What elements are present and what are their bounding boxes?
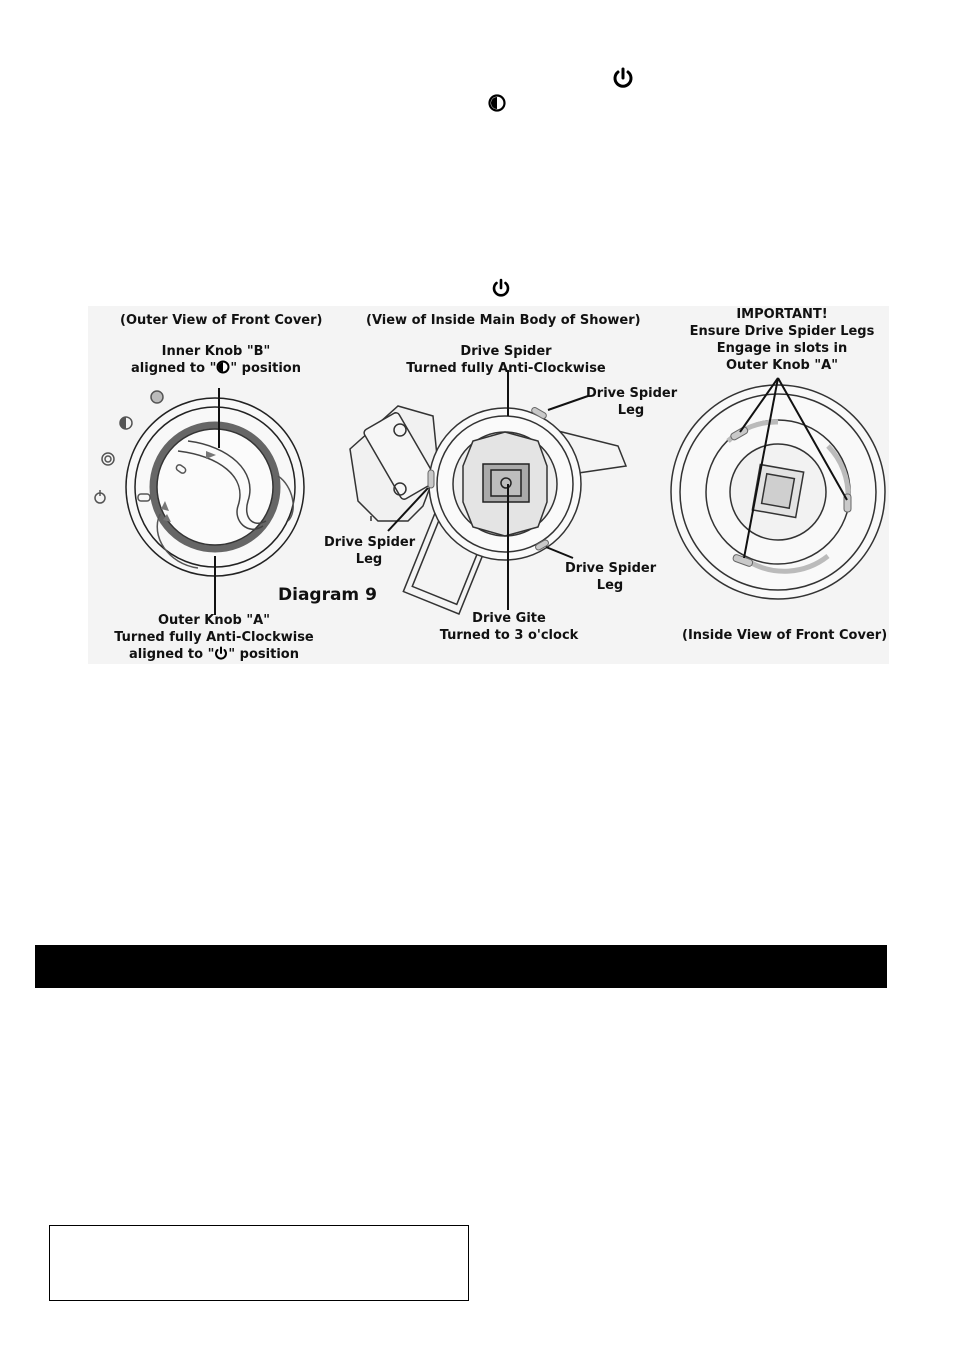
front-cover-inside-view: [671, 385, 885, 599]
inner-knob-label: [128, 343, 304, 377]
heading-inside-body: (View of Inside Main Body of Shower): [366, 313, 641, 328]
drive-gite-label: [428, 610, 590, 644]
diagram-title: Diagram 9: [278, 585, 377, 605]
outer-knob-line-1: Outer Knob "A": [158, 613, 270, 628]
front-cover-outer-view: [95, 391, 304, 576]
section-header-bar: [35, 945, 887, 988]
important-line-1: Ensure Drive Spider Legs: [689, 324, 875, 339]
heading-outer-view: (Outer View of Front Cover): [120, 313, 323, 328]
power-icon: [491, 278, 511, 298]
inside-view-caption: (Inside View of Front Cover): [682, 628, 888, 643]
note-box: [49, 1225, 469, 1301]
outer-knob-line-3: aligned to " " position: [129, 647, 299, 662]
inner-knob-line-1: Inner Knob "B": [161, 344, 271, 359]
diagram-9-figure: [88, 306, 889, 664]
drive-spider-line-1: Drive Spider: [460, 344, 552, 359]
important-line-2: Engage in slots in: [716, 341, 848, 356]
spider-leg-label-left: Drive Spider Leg: [324, 535, 416, 567]
spider-leg-label-bottom: Drive Spider Leg: [565, 561, 657, 593]
drive-spider-line-2: Turned fully Anti-Clockwise: [406, 361, 606, 376]
power-icon: [214, 646, 228, 660]
important-title: IMPORTANT!: [736, 307, 828, 322]
half-circle-icon: [216, 360, 230, 374]
inner-knob-line-2: aligned to " " position: [131, 361, 301, 376]
power-icon: [612, 67, 634, 89]
half-circle-icon: [487, 93, 507, 113]
drive-spider-label: [406, 343, 606, 377]
spider-leg-label-top: Drive Spider Leg: [586, 386, 678, 418]
important-line-3: Outer Knob "A": [726, 358, 838, 373]
outer-knob-line-2: Turned fully Anti-Clockwise: [114, 630, 314, 645]
outer-knob-label: [114, 612, 314, 663]
important-note: [688, 306, 876, 374]
drive-gite-line-2: Turned to 3 o'clock: [439, 628, 579, 643]
drive-gite-line-1: Drive Gite: [472, 611, 546, 626]
